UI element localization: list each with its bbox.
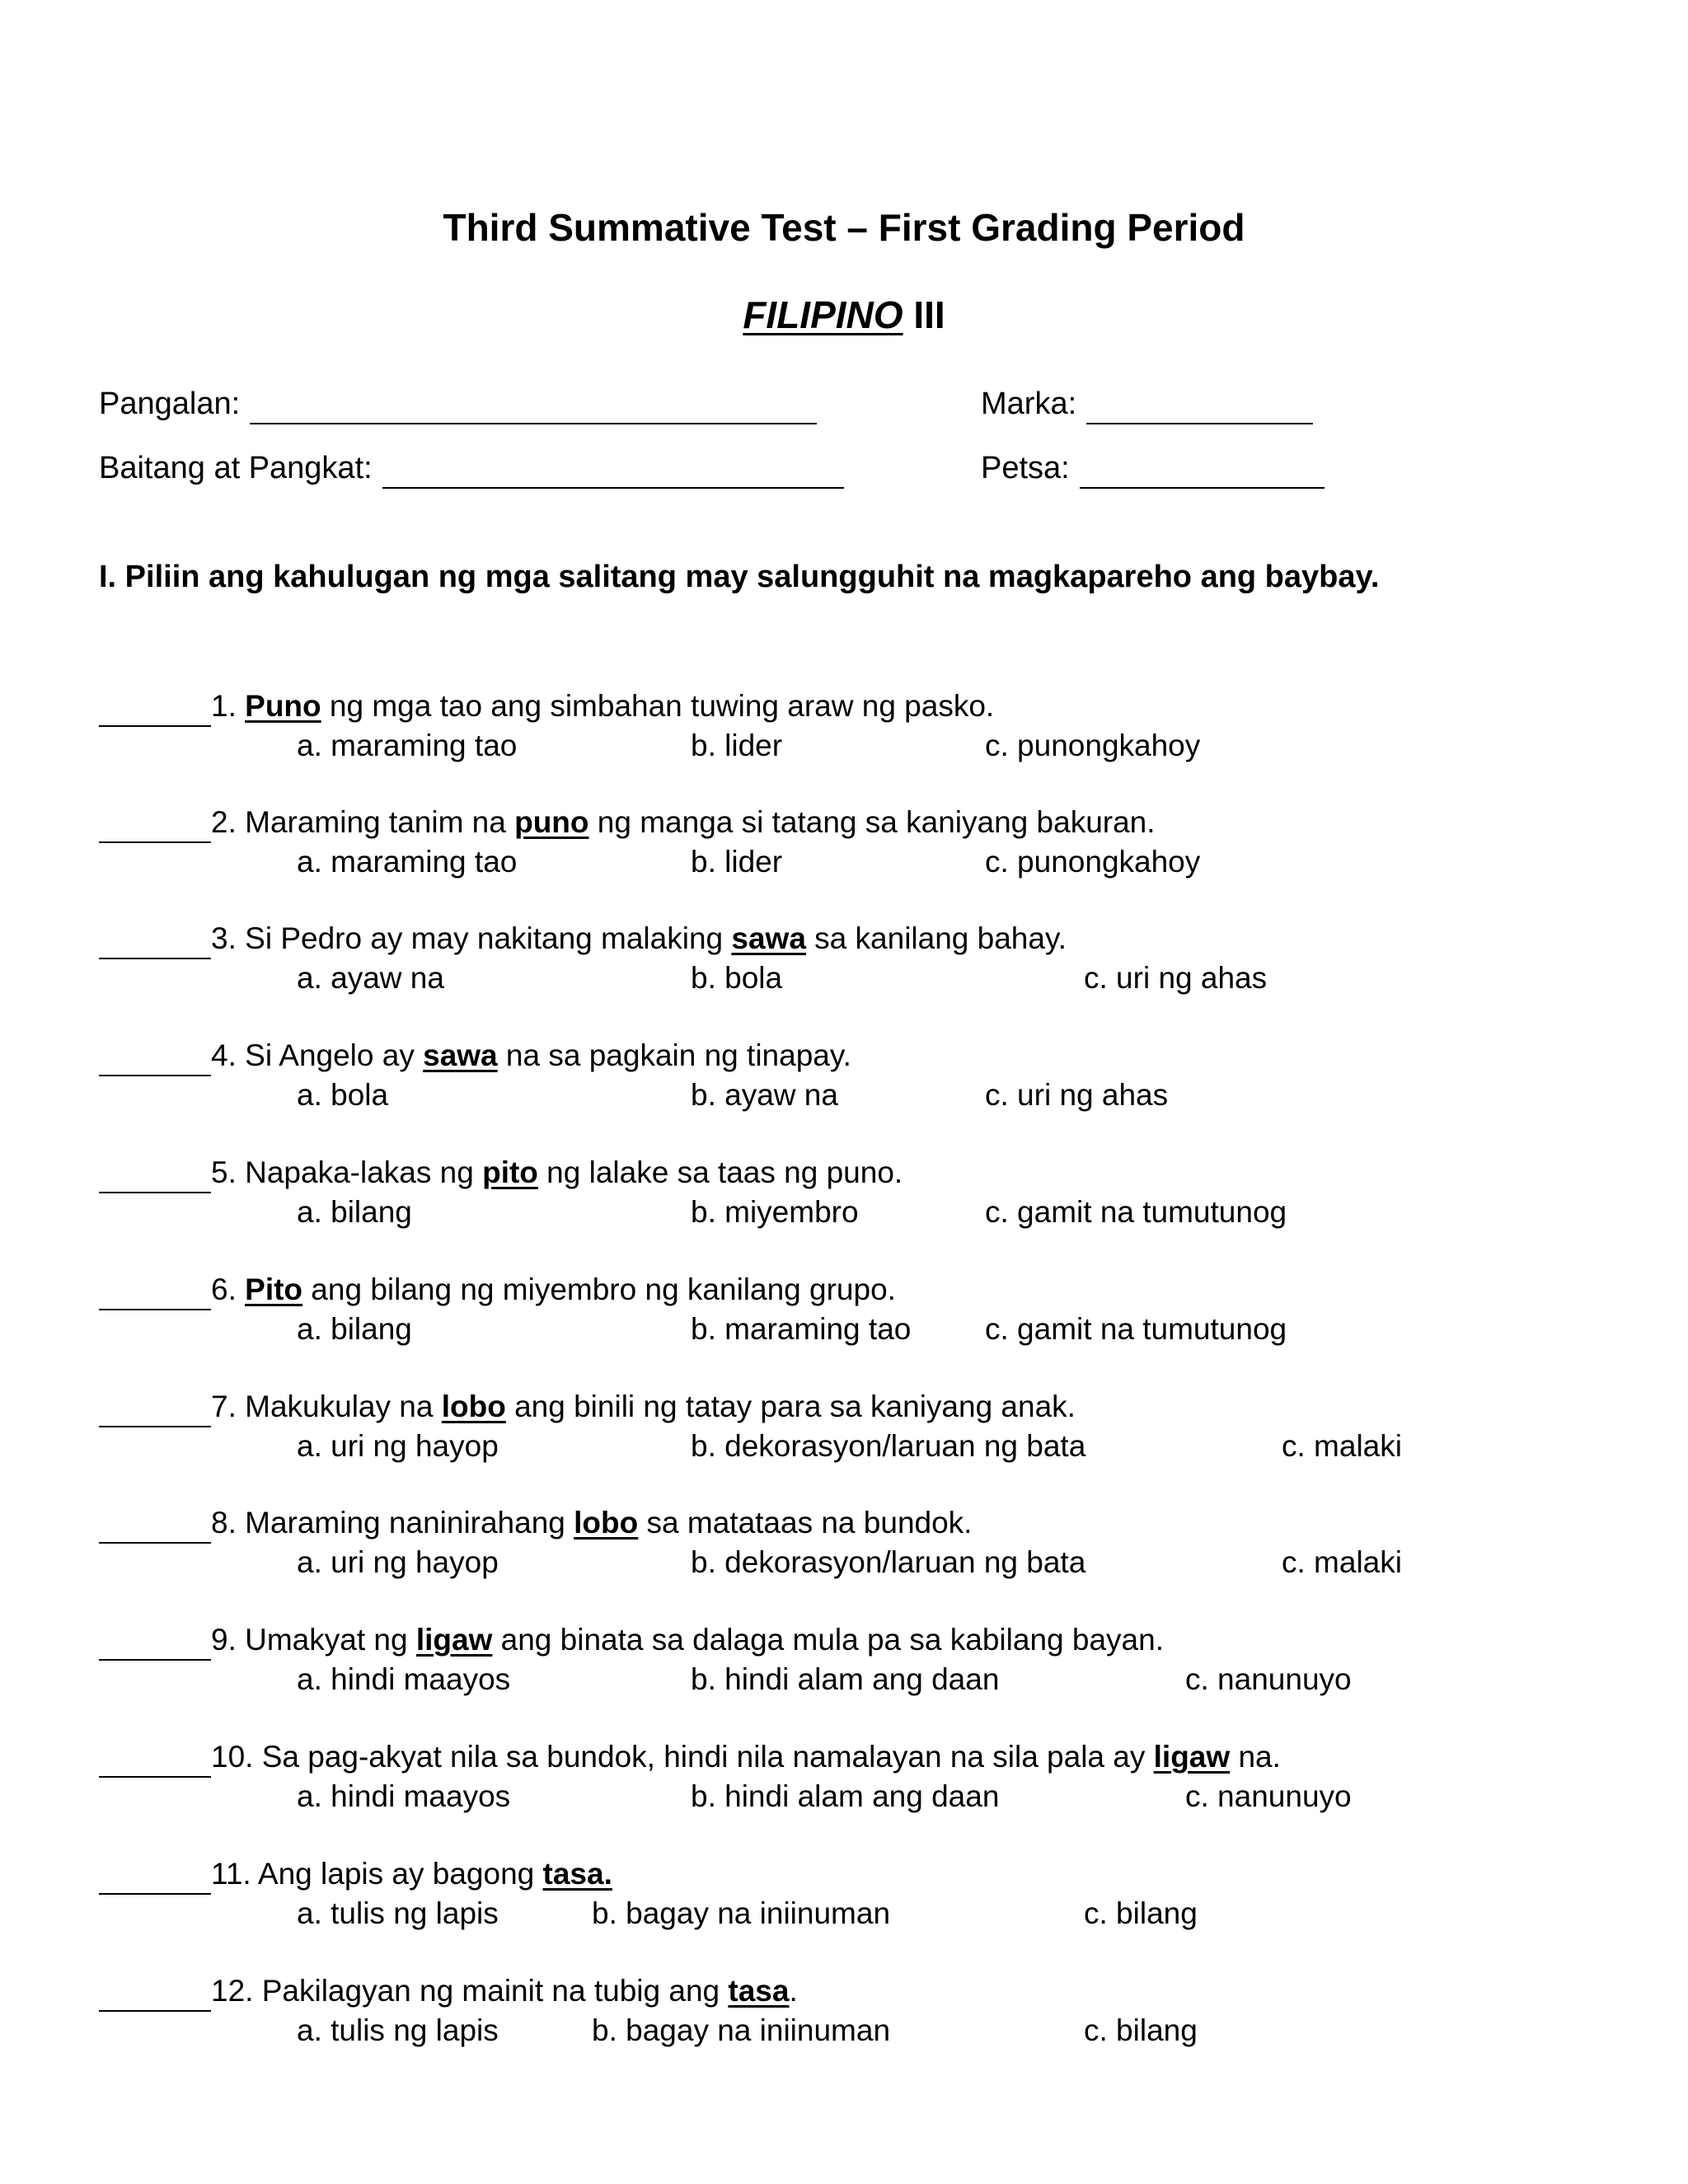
question-text: 10. Sa pag-akyat nila sa bundok, hindi nila namalayan na sila pala ay: [211, 1740, 1154, 1774]
score-blank[interactable]: [1086, 390, 1313, 424]
answer-blank[interactable]: [99, 1394, 211, 1427]
question-item: [99, 1854, 1632, 1936]
keyword: ligaw: [415, 1623, 493, 1657]
section-field: [99, 448, 844, 489]
option-a[interactable]: a. uri ng hayop: [297, 1545, 499, 1579]
question-text: 2. Maraming tanim na: [211, 805, 515, 839]
question-text: 9. Umakyat ng: [211, 1623, 416, 1657]
question-item: [99, 1619, 1632, 1702]
option-c[interactable]: c. malaki: [1282, 1429, 1402, 1463]
option-b[interactable]: b. hindi alam ang daan: [691, 1779, 1000, 1813]
keyword: lobo: [441, 1390, 506, 1423]
option-a[interactable]: a. maraming tao: [297, 845, 518, 879]
question-text: 12. Pakilagyan ng mainit na tubig ang: [211, 1974, 729, 2008]
date-label: Petsa:: [981, 451, 1070, 485]
question-item: [99, 1035, 1632, 1118]
option-a[interactable]: a. bilang: [297, 1195, 412, 1229]
option-c[interactable]: c. uri ng ahas: [985, 1078, 1169, 1112]
keyword: tasa.: [542, 1857, 612, 1891]
question-stem: [99, 1152, 903, 1193]
section-label: Baitang at Pangkat:: [99, 451, 373, 485]
option-b[interactable]: b. lider: [691, 845, 783, 879]
question-item: [99, 1269, 1632, 1352]
answer-blank[interactable]: [99, 810, 211, 843]
score-label: Marka:: [981, 387, 1077, 421]
section-instruction: I. Piliin ang kahulugan ng mga salitang may salungguhit na magkapareho ang baybay.: [99, 560, 1380, 594]
option-b[interactable]: b. dekorasyon/laruan ng bata: [691, 1429, 1086, 1463]
question-stem: [99, 686, 994, 727]
question-text: 3. Si Pedro ay may nakitang malaking: [211, 921, 732, 955]
option-b[interactable]: b. bola: [691, 961, 783, 995]
option-a[interactable]: a. bilang: [297, 1312, 412, 1346]
question-stem: [99, 1854, 612, 1895]
question-text: 1.: [211, 689, 246, 723]
question-text: 4. Si Angelo ay: [211, 1038, 424, 1072]
question-item: [99, 1971, 1632, 2053]
option-a[interactable]: a. bola: [297, 1078, 389, 1112]
option-c[interactable]: c. uri ng ahas: [1084, 961, 1268, 995]
option-b[interactable]: b. bagay na iniinuman: [592, 1896, 891, 1930]
question-item: [99, 802, 1632, 884]
question-item: [99, 1152, 1632, 1235]
name-field: [99, 383, 817, 424]
section-blank[interactable]: [382, 454, 844, 489]
keyword: pito: [482, 1155, 538, 1189]
option-c[interactable]: c. punongkahoy: [985, 845, 1201, 879]
answer-blank[interactable]: [99, 1160, 211, 1193]
option-b[interactable]: b. lider: [691, 729, 783, 762]
answer-blank[interactable]: [99, 1979, 211, 2012]
question-text-end: ng lalake sa taas ng puno.: [537, 1155, 903, 1189]
question-text: 8. Maraming naninirahang: [211, 1506, 574, 1540]
question-text-end: sa kanilang bahay.: [805, 921, 1067, 955]
subject-name: FILIPINO: [743, 293, 903, 336]
question-text-end: ang bilang ng miyembro ng kanilang grupo.: [302, 1272, 896, 1306]
option-c[interactable]: c. punongkahoy: [985, 729, 1201, 762]
keyword: Puno: [245, 689, 321, 723]
option-b[interactable]: b. bagay na iniinuman: [592, 2013, 891, 2047]
option-c[interactable]: c. gamit na tumutunog: [985, 1312, 1287, 1346]
question-stem: [99, 1619, 1164, 1661]
option-c[interactable]: c. malaki: [1282, 1545, 1402, 1579]
option-c[interactable]: c. bilang: [1084, 1896, 1198, 1930]
keyword: Pito: [245, 1272, 303, 1306]
option-b[interactable]: b. miyembro: [691, 1195, 859, 1229]
option-b[interactable]: b. maraming tao: [691, 1312, 912, 1346]
answer-blank[interactable]: [99, 926, 211, 959]
question-text-end: na sa pagkain ng tinapay.: [497, 1038, 851, 1072]
option-a[interactable]: a. maraming tao: [297, 729, 518, 762]
answer-blank[interactable]: [99, 1628, 211, 1661]
question-text: 11. Ang lapis ay bagong: [211, 1857, 543, 1891]
question-stem: [99, 1035, 851, 1076]
question-text-end: ang binata sa dalaga mula pa sa kabilang bayan.: [492, 1623, 1164, 1657]
question-stem: [99, 1269, 896, 1310]
subject-heading: [0, 290, 1688, 340]
question-text: 5. Napaka-lakas ng: [211, 1155, 483, 1189]
question-stem: [99, 1971, 798, 2012]
keyword: tasa: [728, 1974, 790, 2008]
option-c[interactable]: c. bilang: [1084, 2013, 1198, 2047]
question-text: 7. Makukulay na: [211, 1390, 442, 1423]
option-a[interactable]: a. hindi maayos: [297, 1779, 511, 1813]
keyword: sawa: [731, 921, 806, 955]
question-item: [99, 1736, 1632, 1819]
date-blank[interactable]: [1080, 454, 1325, 489]
option-c[interactable]: c. gamit na tumutunog: [985, 1195, 1287, 1229]
answer-blank[interactable]: [99, 1043, 211, 1076]
option-a[interactable]: a. tulis ng lapis: [297, 2013, 499, 2047]
keyword: sawa: [423, 1038, 498, 1072]
question-item: [99, 1502, 1632, 1585]
subject-level: III: [913, 293, 945, 336]
test-title: Third Summative Test – First Grading Period: [443, 206, 1245, 249]
name-blank[interactable]: [250, 390, 817, 424]
question-stem: [99, 1502, 972, 1544]
option-a[interactable]: a. hindi maayos: [297, 1662, 511, 1696]
question-item: [99, 1386, 1632, 1469]
question-text-end: na.: [1230, 1740, 1281, 1774]
option-a[interactable]: a. tulis ng lapis: [297, 1896, 499, 1930]
answer-blank[interactable]: [99, 694, 211, 727]
question-stem: [99, 1386, 1076, 1427]
answer-blank[interactable]: [99, 1511, 211, 1544]
option-c[interactable]: c. nanunuyo: [1185, 1662, 1352, 1696]
question-text: 6.: [211, 1272, 246, 1306]
question-item: [99, 918, 1632, 1001]
date-field: [981, 448, 1325, 489]
question-text-end: sa matataas na bundok.: [638, 1506, 973, 1540]
question-stem: [99, 1736, 1281, 1778]
keyword: puno: [514, 805, 589, 839]
option-a[interactable]: a. ayaw na: [297, 961, 444, 995]
option-b[interactable]: b. dekorasyon/laruan ng bata: [691, 1545, 1086, 1579]
question-text-end: ng manga si tatang sa kaniyang bakuran.: [588, 805, 1156, 839]
answer-blank[interactable]: [99, 1862, 211, 1895]
option-a[interactable]: a. uri ng hayop: [297, 1429, 499, 1463]
option-c[interactable]: c. nanunuyo: [1185, 1779, 1352, 1813]
option-b[interactable]: b. ayaw na: [691, 1078, 838, 1112]
keyword: lobo: [574, 1506, 639, 1540]
question-text-end: .: [789, 1974, 798, 2008]
question-stem: [99, 802, 1156, 843]
question-item: [99, 686, 1632, 768]
option-b[interactable]: b. hindi alam ang daan: [691, 1662, 1000, 1696]
question-text-end: ang binili ng tatay para sa kaniyang anak.: [505, 1390, 1076, 1423]
question-stem: [99, 918, 1067, 959]
name-label: Pangalan:: [99, 387, 241, 421]
keyword: ligaw: [1153, 1740, 1231, 1774]
score-field: [981, 383, 1313, 424]
question-text-end: ng mga tao ang simbahan tuwing araw ng pasko.: [321, 689, 995, 723]
answer-blank[interactable]: [99, 1745, 211, 1778]
answer-blank[interactable]: [99, 1277, 211, 1310]
